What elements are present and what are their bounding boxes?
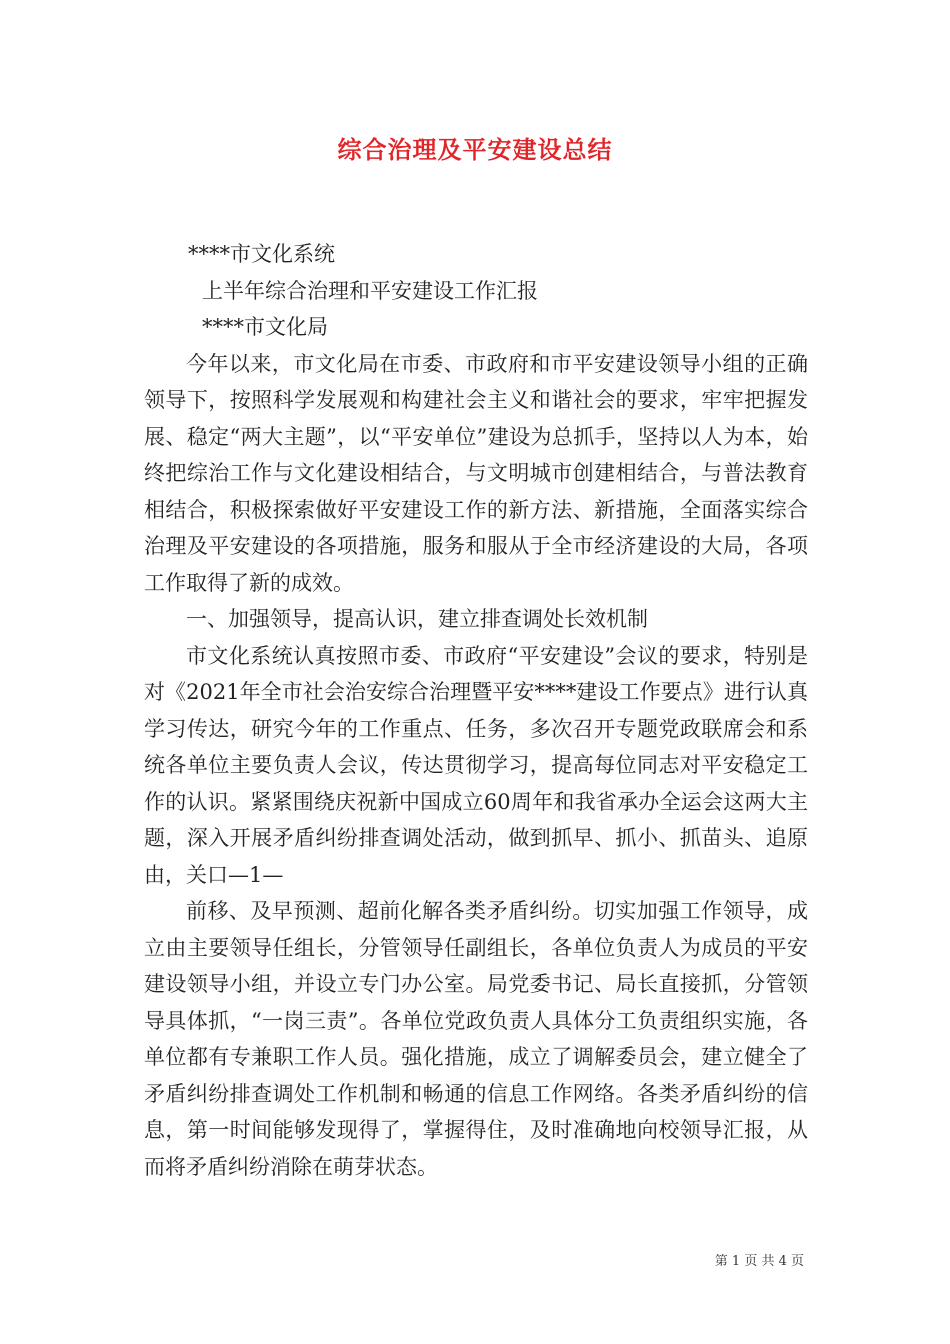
header-line-report-title: 上半年综合治理和平安建设工作汇报 [202, 278, 538, 303]
paragraph-intro: 今年以来，市文化局在市委、市政府和市平安建设领导小组的正确领导下，按照科学发展观和构建社会主义和谐社会的要求，牢牢把握发展、稳定“两大主题”，以“平安单位”建设为总抓手，坚持以人为本，始终把综治工作与文化建设相结合，与文明城市创建相结合，与普法教育相结合，积极探索做好平安建设工作的新方法、新措施，全面落实综合治理及平安建设的各项措施，服务和服从于全市经济建设的大局，各项工作取得了新的成效。 [144, 351, 808, 595]
paragraph-section1-a: 市文化系统认真按照市委、市政府“平安建设”会议的要求，特别是对《2021年全市社会治安综合治理暨平安****建设工作要点》进行认真学习传达，研究今年的工作重点、任务，多次召开专题党政联席会和系统各单位主要负责人会议，传达贯彻学习，提高每位同志对平安稳定工作的认识。紧紧围绕庆祝新中国成立60周年和我省承办全运会这两大主题，深入开展矛盾纠纷排查调处活动，做到抓早、抓小、抓苗头、追原由，关口—1— [144, 643, 808, 887]
header-line-bureau: ****市文化局 [202, 315, 328, 339]
header-line-organization: ****市文化系统 [188, 242, 335, 266]
page-number-footer: 第 1 页 共 4 页 [714, 1254, 804, 1269]
paragraph-section1-b: 前移、及早预测、超前化解各类矛盾纠纷。切实加强工作领导，成立由主要领导任组长，分管领导任副组长，各单位负责人为成员的平安建设领导小组，并设立专门办公室。局党委书记、局长直接抓，分管领导具体抓，“一岗三责”。各单位党政负责人具体分工负责组织实施，各单位都有专兼职工作人员。强化措施，成立了调解委员会，建立健全了矛盾纠纷排查调处工作机制和畅通的信息工作网络。各类矛盾纠纷的信息，第一时间能够发现得了，掌握得住，及时准确地向校领导汇报，从而将矛盾纠纷消除在萌芽状态。 [144, 899, 808, 1179]
document-title: 综合治理及平安建设总结 [337, 135, 613, 164]
section-heading-1: 一、加强领导，提高认识，建立排查调处长效机制 [186, 607, 648, 631]
document-body [144, 236, 808, 1185]
